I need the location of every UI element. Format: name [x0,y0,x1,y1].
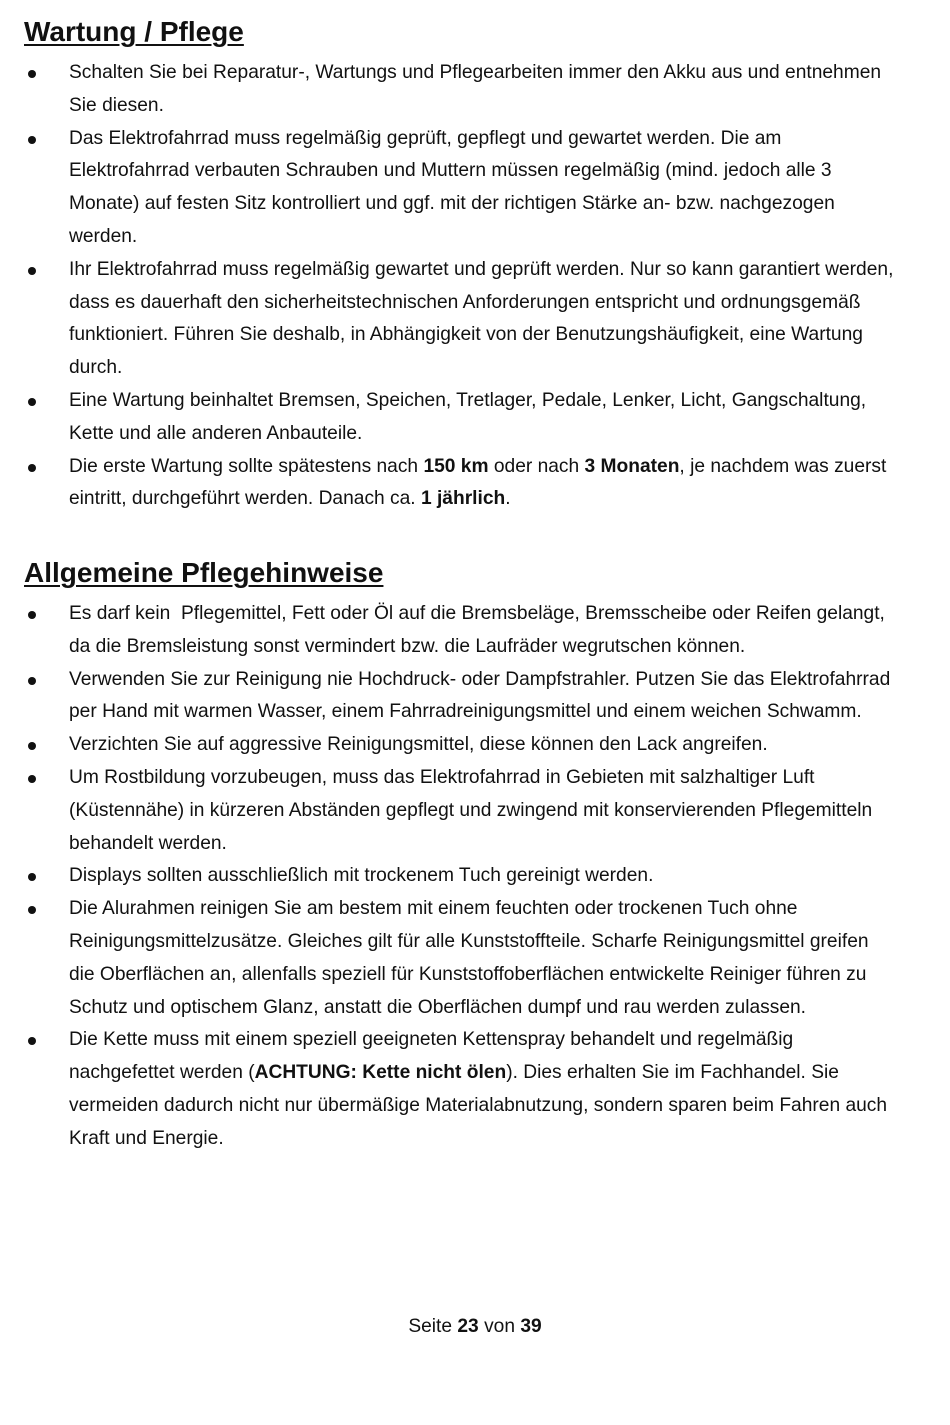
list-item: Schalten Sie bei Reparatur-, Wartungs und Pflegearbeiten immer den Akku aus und entnehmen Sie diesen. [24,57,894,123]
bullet-icon [28,742,36,750]
list-item: Um Rostbildung vorzubeugen, muss das Elektrofahrrad in Gebieten mit salzhaltiger Luft (Küstennähe) in kürzeren Abständen gepflegt und zwingend mit konservierenden Pflegemitteln behandelt werden. [24,762,894,860]
list-item: Die erste Wartung sollte spätestens nach 150 km oder nach 3 Monaten, je nachdem was zuerst eintritt, durchgeführt werden. Danach ca. 1 jährlich. [24,451,894,517]
bullet-icon [28,677,36,685]
list-item: Das Elektrofahrrad muss regelmäßig geprüft, gepflegt und gewartet werden. Die am Elektrofahrrad verbauten Schrauben und Muttern müssen regelmäßig (mind. jedoch alle 3 Monate) auf festen Sitz kontrolliert und ggf. mit der richtigen Stärke an- bzw. nachgezogen werden. [24,123,894,254]
section-wartung [24,14,894,516]
page-total: 39 [520,1316,542,1337]
bullet-icon [28,873,36,881]
bullet-icon [28,267,36,275]
list-item: Die Alurahmen reinigen Sie am bestem mit einem feuchten oder trockenen Tuch ohne Reinigungsmittelzusätze. Gleiches gilt für alle Kunststoffteile. Scharfe Reinigungsmittel greifen die Oberflächen an, allenfalls speziell für Kunststoffoberflächen entwickelte Reiniger führen zu Schutz und optischem Glanz, anstatt die Oberflächen dumpf und rau werden zulassen. [24,893,894,1024]
bullet-icon [28,775,36,783]
page-footer: Seite 23 von 39 [408,1316,542,1337]
list-item: Eine Wartung beinhaltet Bremsen, Speichen, Tretlager, Pedale, Lenker, Licht, Gangschaltung, Kette und alle anderen Anbauteile. [24,385,894,451]
bullet-icon [28,611,36,619]
section-pflegehinweise [24,555,894,1156]
section-title-pflegehinweise: Allgemeine Pflegehinweise [24,557,384,588]
bullet-icon [28,1037,36,1045]
emphasis-warning: ACHTUNG: Kette nicht ölen [254,1062,507,1084]
page-number: 23 [457,1316,479,1337]
bullet-icon [28,136,36,144]
bullet-list-wartung [24,57,894,516]
bullet-icon [28,464,36,472]
bullet-icon [28,906,36,914]
list-item: Die Kette muss mit einem speziell geeigneten Kettenspray behandelt und regelmäßig nachgefettet werden (ACHTUNG: Kette nicht ölen). Dies erhalten Sie im Fachhandel. Sie vermeiden dadurch nicht nur übermäßige Materialabnutzung, sondern sparen beim Fahren auch Kraft und Energie. [24,1024,894,1155]
list-item: Verwenden Sie zur Reinigung nie Hochdruck- oder Dampfstrahler. Putzen Sie das Elektrofahrrad per Hand mit warmen Wasser, einem Fahrradreinigungsmittel und einem weichen Schwamm. [24,664,894,730]
bullet-list-pflegehinweise [24,598,894,1156]
emphasis-distance: 150 km [423,455,489,477]
list-item: Es darf kein Pflegemittel, Fett oder Öl auf die Bremsbeläge, Bremsscheibe oder Reifen gelangt, da die Bremsleistung sonst vermindert bzw. die Laufräder wegrutschen können. [24,598,894,664]
emphasis-months: 3 Monaten [584,455,680,477]
bullet-icon [28,70,36,78]
list-item: Verzichten Sie auf aggressive Reinigungsmittel, diese können den Lack angreifen. [24,729,894,762]
bullet-icon [28,398,36,406]
section-title-wartung: Wartung / Pflege [24,16,244,47]
list-item: Displays sollten ausschließlich mit trockenem Tuch gereinigt werden. [24,860,894,893]
emphasis-yearly: 1 jährlich [420,488,506,510]
list-item: Ihr Elektrofahrrad muss regelmäßig gewartet und geprüft werden. Nur so kann garantiert werden, dass es dauerhaft den sicherheitstechnischen Anforderungen entspricht und ordnungsgemäß funktioniert. Führen Sie deshalb, in Abhängigkeit von der Benutzungshäufigkeit, eine Wartung durch. [24,254,894,385]
